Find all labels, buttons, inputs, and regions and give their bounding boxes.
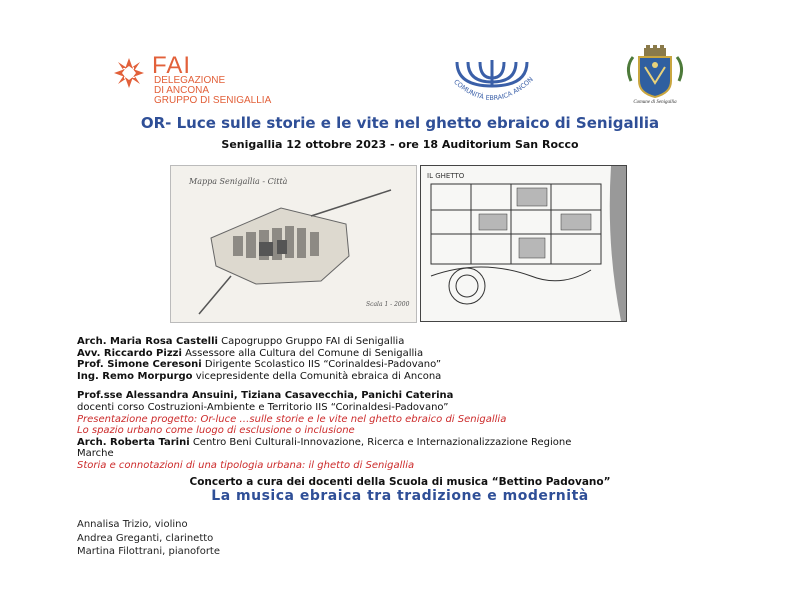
speaker-name: Arch. Maria Rosa Castelli <box>77 336 218 347</box>
performer: Andrea Greganti, clarinetto <box>77 532 214 544</box>
speaker-role-continued: Marche <box>77 448 114 460</box>
fai-subtitle <box>154 76 271 106</box>
performer: Annalisa Trizio, violino <box>77 519 188 530</box>
presenters-role: docenti corso Costruzioni-Ambiente e Territorio IIS “Corinaldesi-Padovano” <box>77 401 449 413</box>
ghetto-map-image <box>420 165 627 322</box>
event-title: OR- Luce sulle storie e le vite nel ghetto ebraico di Senigallia <box>140 114 660 132</box>
talk-3: Storia e connotazioni di una tipologia urbana: il ghetto di Senigallia <box>77 459 415 471</box>
fai-name: FAI <box>152 52 192 79</box>
map1-caption: Mappa Senigallia - Città <box>189 177 288 186</box>
comunita-text: COMUNITÀ EBRAICA ANCON <box>452 75 535 103</box>
speaker-role: Assessore alla Cultura del Comune di Senigallia <box>181 347 424 359</box>
speaker-row <box>77 348 737 360</box>
fai-logo <box>112 52 332 104</box>
fai-line-1: DELEGAZIONE <box>154 75 226 86</box>
speaker-role: Dirigente Scolastico IIS “Corinaldesi-Padovano” <box>201 359 442 371</box>
credits-block <box>77 336 737 472</box>
concert-title: La musica ebraica tra tradizione e modernità <box>211 488 589 504</box>
speaker-name: Avv. Riccardo Pizzi <box>77 347 182 359</box>
speaker-name: Arch. Roberta Tarini <box>77 436 190 448</box>
crest-caption: Comune di Senigallia <box>633 100 677 105</box>
speaker-role: Capogruppo Gruppo FAI di Senigallia <box>217 336 405 347</box>
concert-heading: Concerto a cura dei docenti della Scuola di musica “Bettino Padovano” <box>189 476 611 488</box>
speaker-row <box>77 359 737 371</box>
speaker-name: Ing. Remo Morpurgo <box>77 370 193 382</box>
fai-mark-icon <box>112 56 146 90</box>
town-map-image <box>170 165 417 323</box>
speaker-role: Centro Beni Culturali-Innovazione, Ricerca e Internazionalizzazione Regione <box>189 436 572 448</box>
event-date-location: Senigallia 12 ottobre 2023 - ore 18 Auditorium San Rocco <box>221 138 579 151</box>
speaker-role: vicepresidente della Comunità ebraica di Ancona <box>192 370 442 382</box>
comunita-ebraica-logo <box>437 52 547 112</box>
talk-1: Presentazione progetto: Or-luce …sulle storie e le vite nel ghetto ebraico di Senigallia <box>77 413 507 425</box>
performers-list <box>77 518 220 559</box>
menorah-icon <box>437 52 547 112</box>
presenters-names: Prof.sse Alessandra Ansuini, Tiziana Casavecchia, Panichi Caterina <box>77 390 454 402</box>
crest-icon <box>615 45 695 100</box>
speaker-name: Prof. Simone Ceresoni <box>77 359 202 371</box>
talk-2: Lo spazio urbano come luogo di esclusione o inclusione <box>77 425 355 437</box>
speaker-row <box>77 336 737 348</box>
speaker-row <box>77 371 737 383</box>
performer: Martina Filottrani, pianoforte <box>77 546 220 557</box>
fai-line-3: GRUPPO DI SENIGALLIA <box>154 95 272 106</box>
fai-line-2: DI ANCONA <box>154 85 210 96</box>
comune-crest-logo <box>615 45 695 105</box>
map1-scale: Scala 1 - 2000 <box>366 301 410 308</box>
map2-caption: IL GHETTO <box>427 172 465 180</box>
speaker-row <box>77 437 737 449</box>
